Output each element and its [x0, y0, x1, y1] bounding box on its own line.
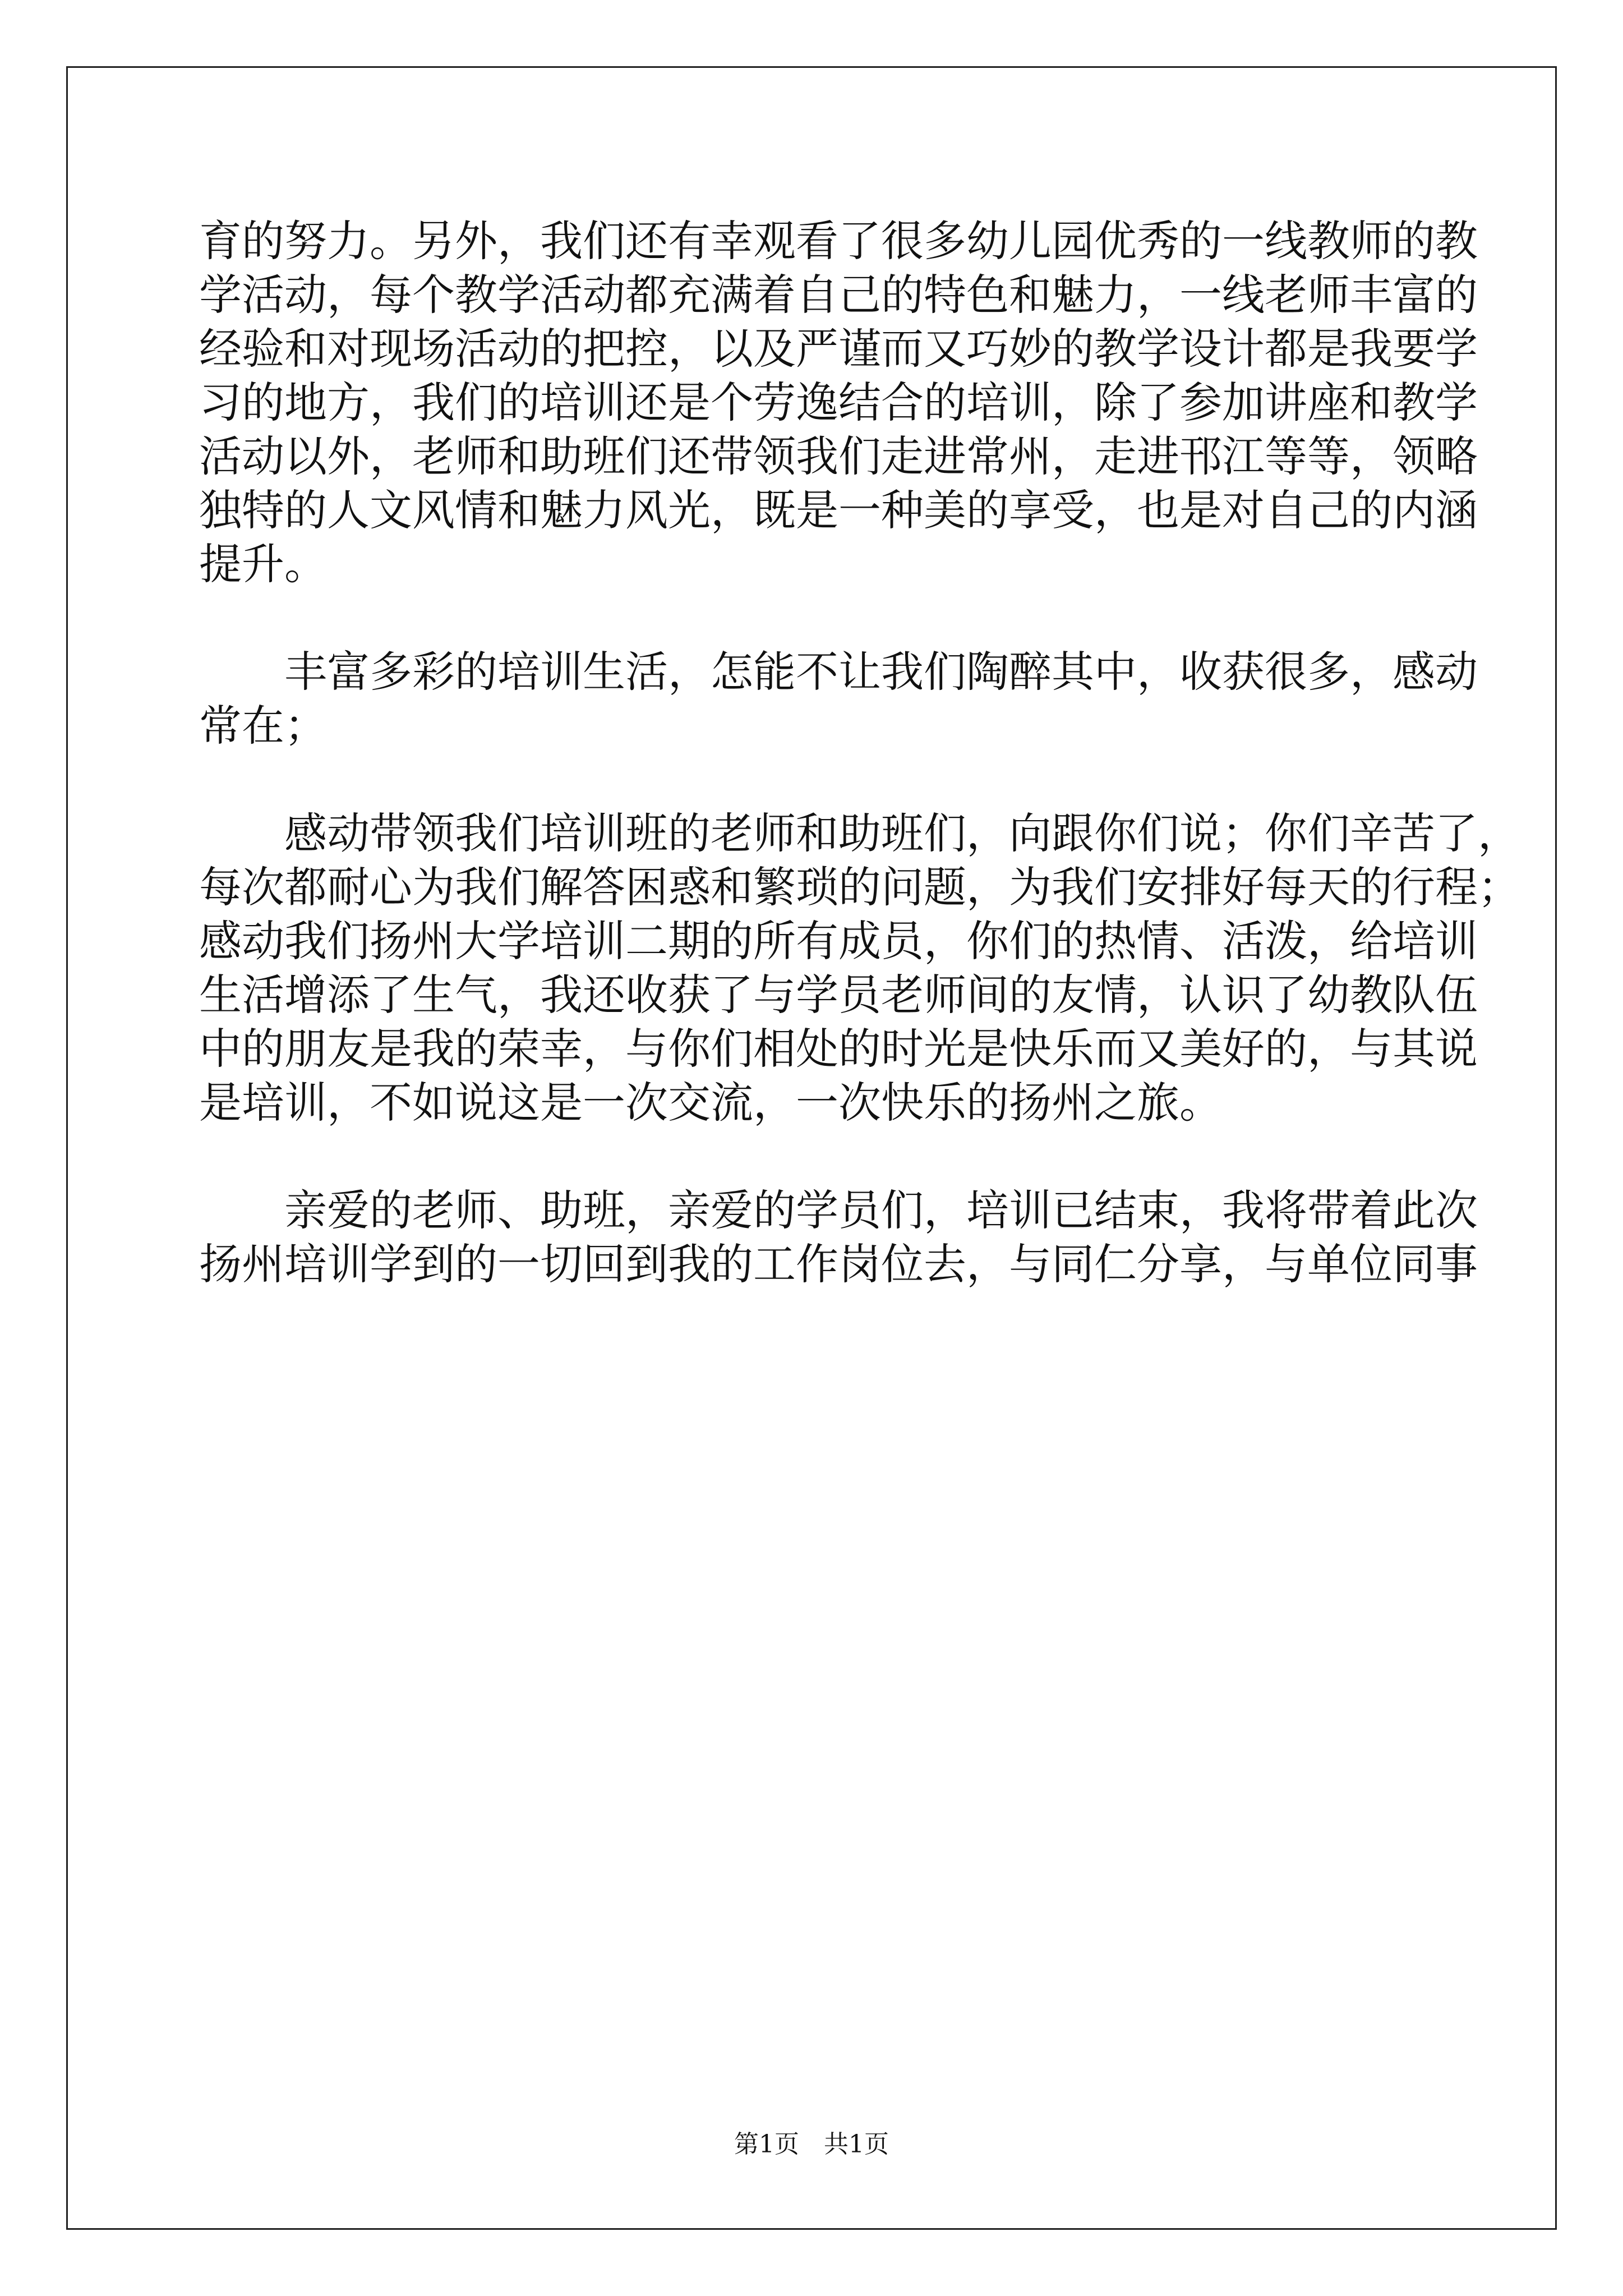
text-line: 亲爱的老师、助班，亲爱的学员们，培训已结束，我将带着此次	[199, 1185, 1478, 1235]
text-line: 中的朋友是我的荣幸，与你们相处的时光是快乐而又美好的，与其说	[199, 1024, 1478, 1074]
text-line: 是培训，不如说这是一次交流，一次快乐的扬州之旅。	[199, 1078, 1222, 1128]
text-line: 生活增添了生气，我还收获了与学员老师间的友情，认识了幼教队伍	[199, 970, 1478, 1020]
page-footer: 第1页 共1页	[734, 2130, 889, 2159]
text-line: 独特的人文风情和魅力风光，既是一种美的享受，也是对自己的内涵	[199, 485, 1478, 535]
text-line: 提升。	[199, 539, 327, 589]
text-line: 习的地方，我们的培训还是个劳逸结合的培训，除了参加讲座和教学	[199, 378, 1478, 427]
text-line: 每次都耐心为我们解答困惑和繁琐的问题，为我们安排好每天的行程；	[199, 862, 1520, 912]
text-line: 常在；	[199, 701, 327, 751]
text-line: 扬州培训学到的一切回到我的工作岗位去，与同仁分享，与单位同事	[199, 1239, 1478, 1289]
document-body	[199, 214, 1520, 1291]
text-line: 经验和对现场活动的把控，以及严谨而又巧妙的教学设计都是我要学	[199, 324, 1478, 374]
text-line: 感动我们扬州大学培训二期的所有成员，你们的热情、活泼，给培训	[199, 916, 1478, 966]
text-line: 学活动，每个教学活动都充满着自己的特色和魅力，一线老师丰富的	[199, 270, 1478, 320]
text-line: 感动带领我们培训班的老师和助班们，向跟你们说；你们辛苦了，	[199, 808, 1520, 858]
text-line: 育的努力。另外，我们还有幸观看了很多幼儿园优秀的一线教师的教	[199, 216, 1478, 266]
text-line: 活动以外，老师和助班们还带领我们走进常州，走进邗江等等，领略	[199, 431, 1478, 481]
text-line: 丰富多彩的培训生活，怎能不让我们陶醉其中，收获很多，感动	[199, 647, 1478, 697]
